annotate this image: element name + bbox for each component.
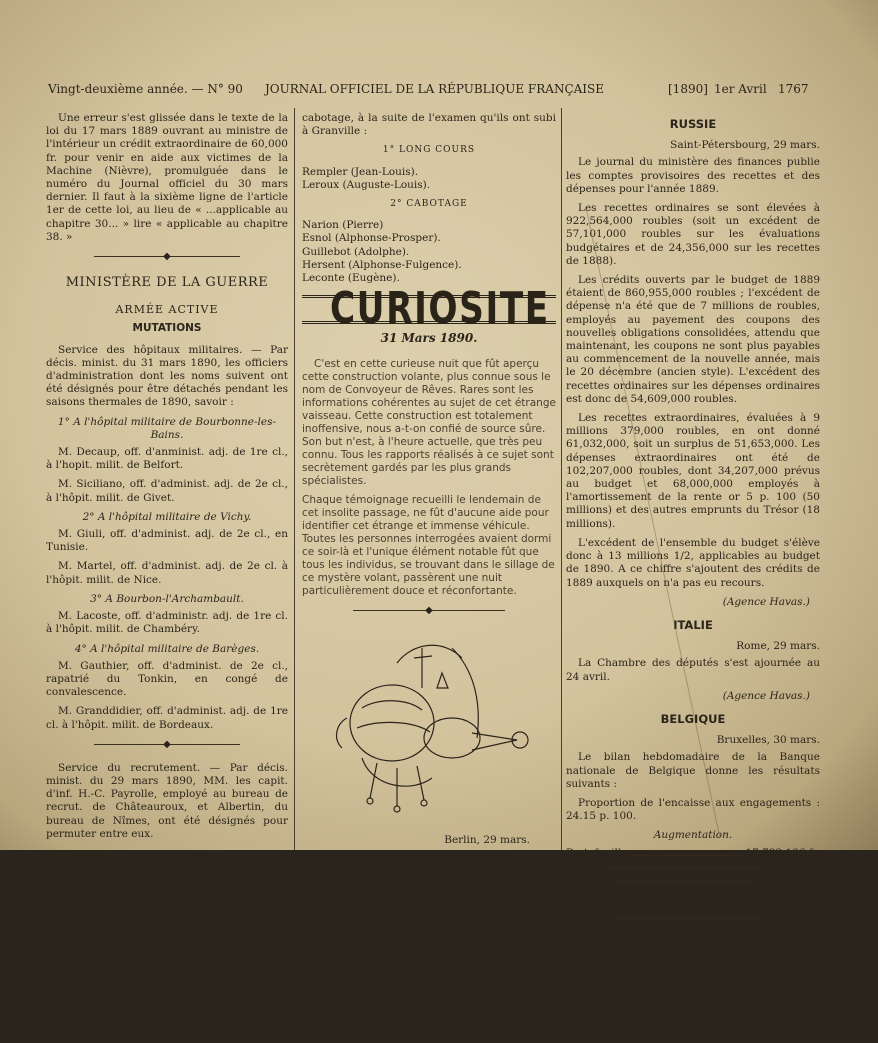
appointment-paragraph: M. Martel, off. d'administ. adj. de 2e cl. à l'hôpit. milit. de Nice. <box>46 560 288 586</box>
header-date: 1er Avril <box>714 82 767 96</box>
news-paragraph: Le journal du ministère des finances publie les comptes provisoires des recettes et des dépenses pour l'année 1889. <box>566 156 820 195</box>
section-title: 3° A Bourbon-l'Archambault. <box>90 592 244 605</box>
city-dateline: Rome, 29 mars. <box>736 640 820 653</box>
appointment-paragraph: M. Giuli, off. d'administ. adj. de 2e cl., en Tunisie. <box>46 528 288 554</box>
row-label: Portefeuille <box>566 846 628 859</box>
row-value: 17.793.196 fr. <box>745 846 820 859</box>
column-right <box>566 112 820 1043</box>
curiosite-paragraph: C'est en cette curieuse nuit que fût aperçu cette construction volante, plus connue sous le nom de Convoyeur de Rêves. Rares sont les informations cohérentes au sujet de cet étrange vaisseau. Cette construction est totalement inoffensive, nous a-t-on confié de source sûre. Son but n'est, à l'heure actuelle, que très peu connu. Tous les rapports réalisés à ce sujet sont secrètement gardés par les plus grands spécialistes. <box>302 357 556 487</box>
table-row <box>566 873 820 886</box>
row-value: 3.959.420 <box>766 859 820 872</box>
table-row <box>566 860 820 873</box>
long-cours-list <box>302 166 556 192</box>
news-paragraph: Le bilan hebdomadaire de la Banque nationale de Belgique donne les résultats suivants : <box>566 751 820 790</box>
berlin-dateline: Berlin, 29 mars. <box>444 833 530 846</box>
list-item: Leconte (Eugène). <box>302 272 400 285</box>
country-heading-grece: GRÈCE <box>671 944 715 959</box>
list-item: Esnol (Alphonse-Prosper). <box>302 232 441 245</box>
news-paragraph: Proportion de l'encaisse aux engagements : 24.15 p. 100. <box>566 796 820 823</box>
row-label: Comptes <box>566 872 613 885</box>
diminution-heading: Diminution. <box>661 892 725 905</box>
list-item: Leroux (Auguste-Louis). <box>302 178 431 191</box>
news-paragraph: La Chambre a voté en première lecture la prolongation pour un an de la mission navale française et la cession des travaux de l'isthme de Corinthe à une société grecque. <box>566 984 820 1036</box>
gondola <box>424 718 480 758</box>
bismarck-paragraph: Le prince de Bismarck s'est rendu à cinq heures du palais à la gare, en uniforme de cuirassier, dans une voiture découverte ; la prin- <box>302 855 556 907</box>
cabotage-intro: cabotage, à la suite de l'examen qu'ils ont subi à Granville : <box>302 112 556 138</box>
airship-illustration <box>302 628 556 828</box>
news-paragraph: Les recettes extraordinaires, évaluées à 9 millions 379,000 roubles, en ont donné 61,032,000, soit un surplus de 51,653,000. Les dépenses extraordinaires ont été de 102,207,000 roubles, dont 34,207,000 prévus au budget et 68,000,000 employés à l'amortissement de la rente or 5 p. 100 (50 millions) et des autres emprunts du Trésor (18 millions). <box>566 412 820 530</box>
ornament-divider: ◆ <box>302 604 556 618</box>
news-paragraph: Les crédits ouverts par le budget de 1889 étaient de 860,955,000 roubles ; l'excédent de dépense n'a été que de 7 millions de roubles, employés au payement des coupons des nouvelles obligations consolidées, attendu que maintenant, les coupons ne sont plus payables au commencement de la nouvelle année, mais le 20 décembre (ancien style). L'excédent des recettes ordinaires sur les dépenses ordinaires est donc de 54,609,000 roubles. <box>566 274 820 405</box>
agency-credit: (Agence Havas.) <box>722 595 810 608</box>
country-heading-belgique: BELGIQUE <box>660 711 726 726</box>
appointment-paragraph: M. Siciliano, off. d'administ. adj. de 2e cl., à l'hôpit. milit. de Givet. <box>46 478 288 504</box>
column-rule <box>294 108 295 850</box>
column-left <box>46 112 288 847</box>
row-value: 1.449.495 <box>766 909 820 922</box>
augmentation-heading: Augmentation. <box>653 829 733 842</box>
ministry-heading: MINISTÈRE DE LA GUERRE <box>65 275 269 291</box>
list-item: Hersent (Alphonse-Fulgence). <box>302 258 462 271</box>
list-item: Narion (Pierre) <box>302 219 384 232</box>
appointment-paragraph: M. Decaup, off. d'anminist. adj. de 1re cl., à l'hopit. milit. de Belfort. <box>46 446 288 472</box>
section-title: 4° A l'hôpital militaire de Barèges. <box>74 642 260 655</box>
ornament-divider: ◆ <box>46 738 288 752</box>
table-row <box>566 847 820 860</box>
news-paragraph: Les recettes ordinaires se sont élevées à 922,564,000 roubles (soit un excédent de 57,101,000 roubles sur les évaluations budgétaires et de 24,356,000 sur les recettes de 1888). <box>566 202 820 267</box>
city-dateline: Saint-Pétersbourg, 29 mars. <box>670 139 820 152</box>
recrutement-paragraph: Service du recrutement. — Par décis. minist. du 29 mars 1890, MM. les capit. d'inf. H.-C. Payrolle, employé au bureau de recrut. de Châteauroux, et Albertin, du bureau de Nîmes, ont été désignés pour permuter entre eux. <box>46 761 288 840</box>
curiosite-title: CURIOSITE <box>329 283 550 335</box>
erratum-paragraph: Une erreur s'est glissée dans le texte de la loi du 17 mars 1889 ouvrant au ministre de l'intérieur un crédit extraordinaire de 60,000 fr. pour venir en aide aux victimes de la Machine (Nièvre), promulguée dans le numéro du Journal officiel du 30 mars dernier. Il faut à la sixième ligne de l'article 1er de cette loi, au lieu de « ...applicable au chapitre 30... » lire « applicable au chapitre 38. » <box>46 112 288 243</box>
rigging-line <box>452 648 478 738</box>
appointment-paragraph: M. Granddidier, off. d'administ. adj. de 1re cl. à l'hôpit. milit. de Bordeaux. <box>46 705 288 731</box>
header-page-number: 1767 <box>778 82 809 96</box>
row-value: 13.575.238 <box>759 872 820 885</box>
journal-title: JOURNAL OFFICIEL DE LA RÉPUBLIQUE FRANÇAISE <box>265 82 605 96</box>
cabotage-heading: 2° CABOTAGE <box>390 199 468 210</box>
column-rule <box>561 108 562 850</box>
mast-yard <box>414 656 432 658</box>
appointment-paragraph: M. Gauthier, off. d'administ. de 2e cl., rapatrié du Tonkin, en congé de convalescence. <box>46 659 288 699</box>
city-dateline: Athènes, 29 mars. <box>723 966 820 979</box>
mutations-heading: MUTATIONS <box>132 322 202 335</box>
table-row <box>566 909 820 922</box>
ornament-divider: ◆ <box>46 250 288 264</box>
list-item: Rempler (Jean-Louis). <box>302 165 419 178</box>
column-center <box>302 112 556 914</box>
service-hopitaux-paragraph: Service des hôpitaux militaires. — Par décis. minist. du 31 mars 1890, les officiers d'administration dont les noms suivent ont été désignés pour être détachés pendant les saisons thermales de 1890, savoir : <box>46 343 288 409</box>
curiosite-date: 31 Mars 1890. <box>380 331 478 346</box>
country-heading-italie: ITALIE <box>673 617 713 632</box>
agency-credit: (Agence Havas.) <box>722 922 810 935</box>
row-label: Encaisse <box>566 909 613 922</box>
list-item: Guillebot (Adolphe). <box>302 245 410 258</box>
propeller-boom <box>472 733 517 750</box>
agency-credit: (Agence Havas.) <box>722 689 810 702</box>
section-title: 2° A l'hôpital militaire de Vichy. <box>82 510 252 523</box>
issue-number: Vingt-deuxième année. — N° 90 <box>48 82 243 96</box>
news-paragraph: La Chambre des députés s'est ajournée au 24 avril. <box>566 657 820 683</box>
cabotage-list <box>302 219 556 285</box>
row-label: Billets <box>566 859 600 872</box>
header-year: [1890] <box>668 82 708 96</box>
news-paragraph: L'excédent de l'ensemble du budget s'élève donc à 13 millions 1/2, applicables au budget de 1890. A ce chiffre s'ajoutent des crédits de 1889 auxquels on n'a pas eu recours. <box>566 536 820 589</box>
country-heading-russie: RUSSIE <box>669 117 717 131</box>
curiosite-paragraph: Chaque témoignage recueilli le lendemain de cet insolite passage, ne fût d'aucune aide pour identifier cet étrange et immense véhicule. Toutes les personnes interrogées avaient dormi ce soir-là et l'unique élément notable fût que tous les individus, se trouvant dans le sillage de ce mystère volant, passèrent une nuit particulièrement douce et réconfortante. <box>302 493 555 597</box>
city-dateline: Bruxelles, 30 mars. <box>716 734 820 747</box>
long-cours-heading: 1° LONG COURS <box>382 145 476 156</box>
page-header <box>0 78 878 102</box>
armee-heading: ARMÉE ACTIVE <box>115 303 219 317</box>
appointment-paragraph: M. Lacoste, off. d'administr. adj. de 1re cl. à l'hôpit. milit. de Chambéry. <box>46 610 288 636</box>
section-title: 1° A l'hôpital militaire de Bourbonne-les-Bains. <box>57 415 277 441</box>
